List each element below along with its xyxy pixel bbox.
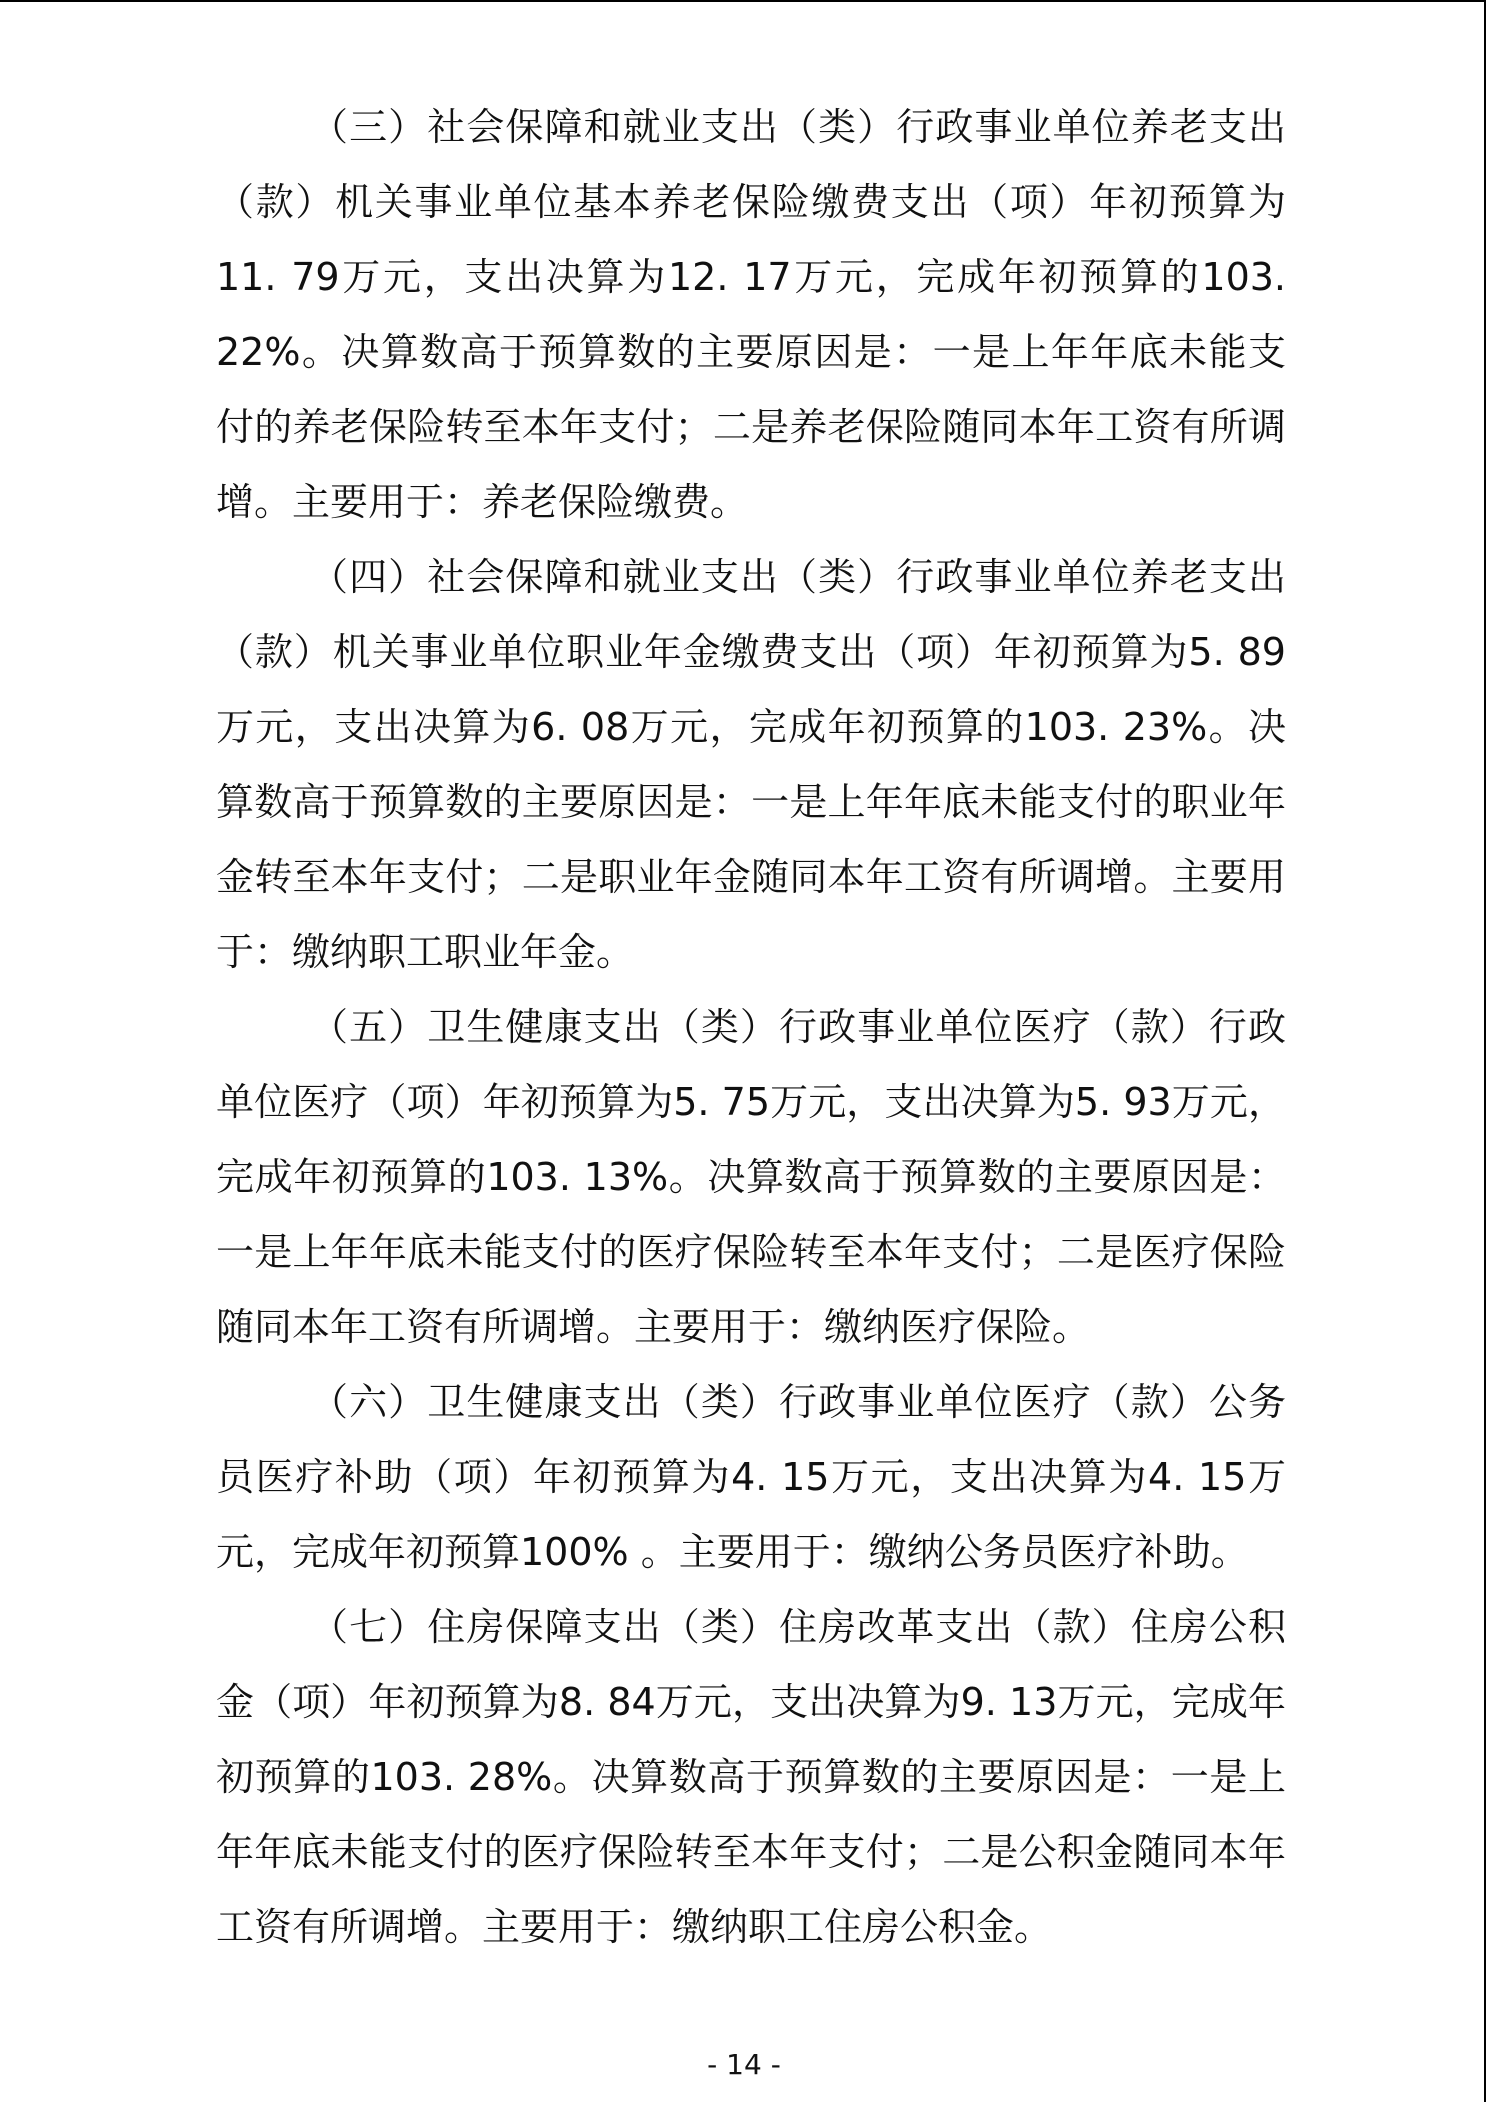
paragraph-civil-servant-medical-subsidy: （六）卫生健康支出（类）行政事业单位医疗（款）公务员医疗补助（项）年初预算为4. 15万元，支出决算为4. 15万元，完成年初预算100% 。主要用于：缴纳公务员医疗补助。 [216,1380,1286,1574]
page-number: - 14 - [707,2048,781,2081]
document-body [216,90,1286,1965]
paragraph-administrative-medical: （五）卫生健康支出（类）行政事业单位医疗（款）行政单位医疗（项）年初预算为5. 75万元，支出决算为5. 93万元，完成年初预算的103. 13%。决算数高于预算数的主要原因是：一是上年年底未能支付的医疗保险转至本年支付；二是医疗保险随同本年工资有所调增。主要用于：缴纳医疗保险。 [216,1005,1286,1349]
paragraph-occupational-annuity: （四）社会保障和就业支出（类）行政事业单位养老支出（款）机关事业单位职业年金缴费支出（项）年初预算为5. 89万元，支出决算为6. 08万元，完成年初预算的103. 23%。决算数高于预算数的主要原因是：一是上年年底未能支付的职业年金转至本年支付；二是职业年金随同本年工资有所调增。主要用于：缴纳职工职业年金。 [216,555,1286,974]
paragraph-social-security-pension: （三）社会保障和就业支出（类）行政事业单位养老支出（款）机关事业单位基本养老保险缴费支出（项）年初预算为11. 79万元，支出决算为12. 17万元，完成年初预算的103. 22%。决算数高于预算数的主要原因是：一是上年年底未能支付的养老保险转至本年支付；二是养老保险随同本年工资有所调增。主要用于：养老保险缴费。 [216,105,1286,524]
paragraph-housing-provident-fund: （七）住房保障支出（类）住房改革支出（款）住房公积金（项）年初预算为8. 84万元，支出决算为9. 13万元，完成年初预算的103. 28%。决算数高于预算数的主要原因是：一是上年年底未能支付的医疗保险转至本年支付；二是公积金随同本年工资有所调增。主要用于：缴纳职工住房公积金。 [216,1605,1286,1949]
